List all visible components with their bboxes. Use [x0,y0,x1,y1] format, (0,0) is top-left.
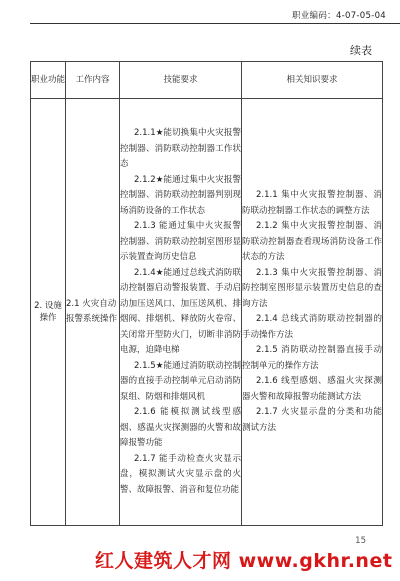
col-header-function: 职业功能 [31,62,66,99]
page-number: 15 [355,536,366,546]
skill-item: 2.1.7 能手动检查火灾显示盘，模拟测试火灾显示盘的火警、故障报警、消音和复位功能 [120,453,241,495]
knowledge-item: 2.1.4 总线式消防联动控制器的手动操作方法 [242,314,382,340]
knowledge-cell [242,99,383,526]
knowledge-item: 2.1.7 火灾显示盘的分类和功能测试方法 [242,407,382,433]
knowledge-item: 2.1.1 集中火灾报警控制器、消防联动控制器工作状态的调整方法 [242,190,382,216]
table-header-row [31,62,383,99]
occupation-code: 职业编码：4-07-05-04 [291,11,386,21]
table-row [31,99,383,526]
skill-item: 2.1.4★能通过总线式消防联动控制器启动警报装置、手动启动加压送风口、加压送风机、排烟阀、排烟机、释放防火卷帘、关闭常开型防火门，切断非消防电源，迫降电梯 [120,267,241,355]
skill-item: 2.1.5★能通过消防联动控制器的直接手动控制单元启动消防泵组、防烟和排烟风机 [120,360,241,402]
knowledge-item: 2.1.6 线型感烟、感温火灾探测器火警和故障报警功能测试方法 [242,376,382,402]
skill-item: 2.1.2★能通过集中火灾报警控制器、消防联动控制器判别现场消防设备的工作状态 [120,174,241,216]
skill-item: 2.1.3 能通过集中火灾报警控制器、消防联动控制室图形显示装置查询历史信息 [120,221,241,262]
col-header-knowledge: 相关知识要求 [242,62,383,99]
continued-table-label: 续表 [350,44,372,57]
header-rule [30,23,400,24]
skill-item: 2.1.6 能模拟测试线型感烟、感温火灾探测器的火警和故障报警功能 [120,407,241,448]
standards-table [30,61,383,526]
col-header-skills: 技能要求 [120,62,242,99]
col-header-work: 工作内容 [66,62,120,99]
skills-cell [120,99,242,526]
knowledge-item: 2.1.5 消防联动控制器直接手动控制单元的操作方法 [242,345,382,371]
work-content-cell: 2.1 火灾自动报警系统操作 [66,99,120,526]
knowledge-item: 2.1.2 集中火灾报警控制器、消防联动控制器查看现场消防设备工作状态的方法 [242,221,382,262]
skill-item: 2.1.1★能切换集中火灾报警控制器、消防联动控制器工作状态 [120,128,241,169]
knowledge-item: 2.1.3 集中火灾报警控制器、消防控制室图形显示装置历史信息的查询方法 [242,267,382,309]
site-watermark: 红人建筑人才网 www.gkhr.net [95,550,393,572]
function-cell: 2. 设施操作 [31,99,66,526]
